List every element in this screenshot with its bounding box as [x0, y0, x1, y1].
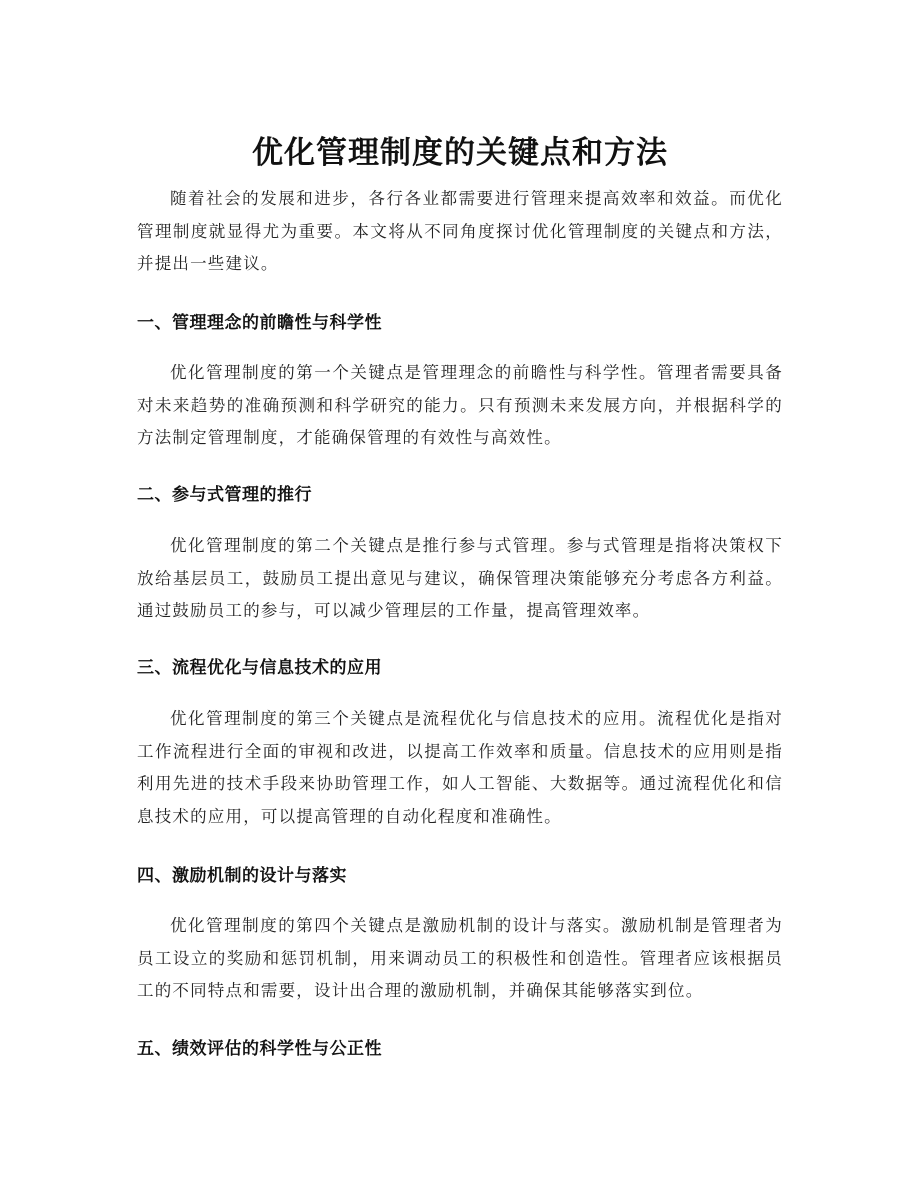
- section-heading-4: 四、激励机制的设计与落实: [137, 866, 347, 886]
- section-body-4: 优化管理制度的第四个关键点是激励机制的设计与落实。激励机制是管理者为员工设立的奖励和惩罚机制，用来调动员工的积极性和创造性。管理者应该根据员工的不同特点和需要，设计出合理的激励机制，并确保其能够落实到位。: [137, 916, 783, 1000]
- section-heading-1: 一、管理理念的前瞻性与科学性: [137, 313, 382, 333]
- section-heading-3: 三、流程优化与信息技术的应用: [137, 658, 382, 678]
- intro-paragraph: 随着社会的发展和进步，各行各业都需要进行管理来提高效率和效益。而优化管理制度就显得尤为重要。本文将从不同角度探讨优化管理制度的关键点和方法，并提出一些建议。: [137, 189, 783, 273]
- section-heading-2: 二、参与式管理的推行: [137, 485, 312, 505]
- document-title: 优化管理制度的关键点和方法: [252, 134, 668, 171]
- section-body-2: 优化管理制度的第二个关键点是推行参与式管理。参与式管理是指将决策权下放给基层员工，鼓励员工提出意见与建议，确保管理决策能够充分考虑各方利益。通过鼓励员工的参与，可以减少管理层的工作量，提高管理效率。: [137, 536, 783, 620]
- section-body-3: 优化管理制度的第三个关键点是流程优化与信息技术的应用。流程优化是指对工作流程进行全面的审视和改进，以提高工作效率和质量。信息技术的应用则是指利用先进的技术手段来协助管理工作，如人工智能、大数据等。通过流程优化和信息技术的应用，可以提高管理的自动化程度和准确性。: [137, 709, 783, 826]
- section-heading-5: 五、绩效评估的科学性与公正性: [137, 1039, 382, 1059]
- section-body-1: 优化管理制度的第一个关键点是管理理念的前瞻性与科学性。管理者需要具备对未来趋势的准确预测和科学研究的能力。只有预测未来发展方向，并根据科学的方法制定管理制度，才能确保管理的有效性与高效性。: [137, 363, 783, 447]
